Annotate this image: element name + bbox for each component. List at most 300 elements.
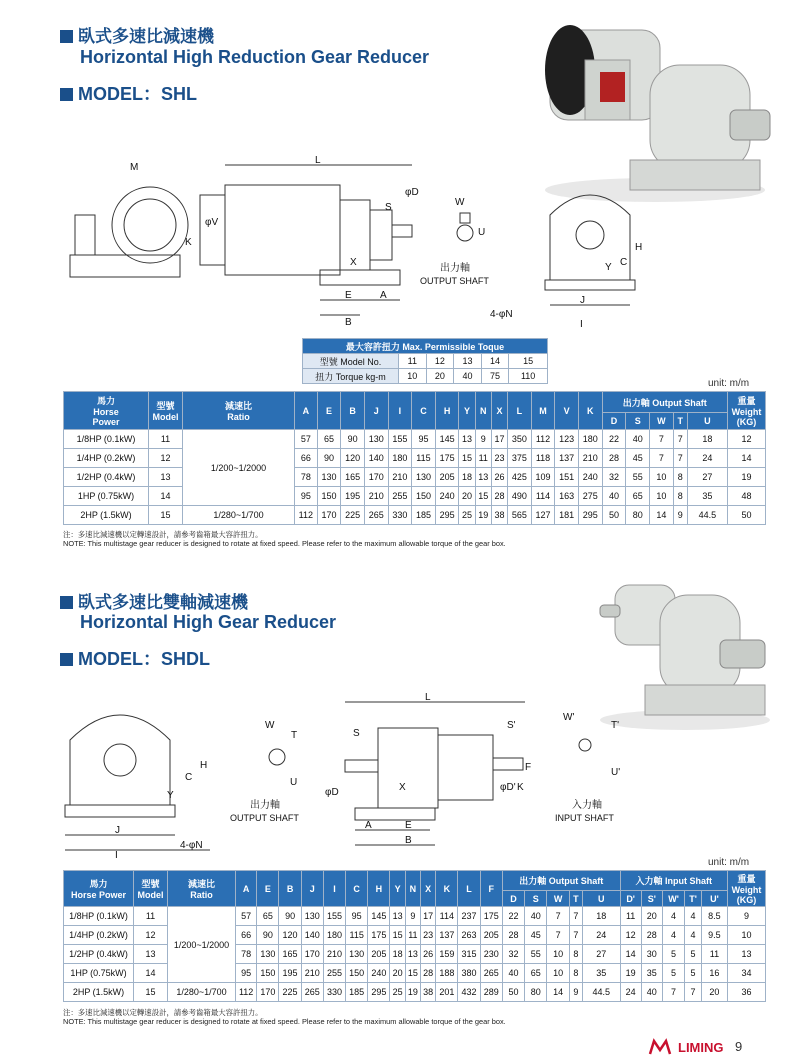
input-shaft-header: 入力軸 Input Shaft bbox=[620, 871, 727, 891]
shaft-dim-header: U bbox=[687, 413, 727, 430]
dim-header: X bbox=[420, 871, 435, 907]
shaft-dim-header: T' bbox=[685, 891, 702, 907]
shdl-note-en: NOTE: This multistage gear reducer is designed to rotate at fixed speed. Please refer to the maximum allowable torque of the gear box. bbox=[63, 1017, 506, 1026]
value-cell: 32 bbox=[502, 945, 524, 964]
value-cell: 289 bbox=[480, 983, 502, 1002]
value-cell: 38 bbox=[420, 983, 435, 1002]
value-cell: 27 bbox=[582, 945, 620, 964]
value-cell: 36 bbox=[728, 983, 766, 1002]
value-cell: 265 bbox=[301, 983, 323, 1002]
value-cell: 210 bbox=[388, 468, 412, 487]
svg-text:B: B bbox=[345, 317, 352, 328]
dim-header: L bbox=[458, 871, 480, 907]
value-cell: 195 bbox=[341, 487, 365, 506]
value-cell: 330 bbox=[388, 506, 412, 525]
value-cell: 170 bbox=[301, 945, 323, 964]
value-cell: 295 bbox=[435, 506, 459, 525]
value-cell: 57 bbox=[295, 430, 318, 449]
svg-text:X: X bbox=[399, 782, 406, 793]
value-cell: 210 bbox=[364, 487, 388, 506]
svg-text:φV: φV bbox=[205, 217, 219, 228]
torque-model: 12 bbox=[426, 354, 454, 369]
value-cell: 14 bbox=[728, 449, 766, 468]
value-cell: 57 bbox=[236, 907, 257, 926]
value-cell: 9 bbox=[405, 907, 420, 926]
value-cell: 185 bbox=[412, 506, 436, 525]
shaft-dim-header: W bbox=[547, 891, 569, 907]
table-row bbox=[64, 983, 766, 1002]
value-cell: 10 bbox=[650, 468, 674, 487]
value-cell: 65 bbox=[525, 964, 547, 983]
hp-cell: 1/8HP (0.1kW) bbox=[64, 430, 149, 449]
value-cell: 27 bbox=[687, 468, 727, 487]
value-cell: 163 bbox=[555, 487, 579, 506]
value-cell: 150 bbox=[317, 487, 341, 506]
value-cell: 205 bbox=[480, 926, 502, 945]
value-cell: 11 bbox=[620, 907, 641, 926]
svg-text:φD: φD bbox=[405, 187, 419, 198]
value-cell: 95 bbox=[412, 430, 436, 449]
shdl-note-cn: 注：多速比減速機以定轉速設計，請參考齒箱最大容許扭力。 bbox=[63, 1008, 263, 1017]
model-cell: 14 bbox=[134, 964, 168, 983]
dim-header: V bbox=[555, 392, 579, 430]
model-cell: 14 bbox=[149, 487, 183, 506]
svg-text:J: J bbox=[580, 295, 585, 306]
value-cell: 180 bbox=[578, 430, 602, 449]
value-cell: 175 bbox=[480, 907, 502, 926]
shl-note-cn: 注：多速比減速機以定轉速設計，請參考齒箱最大容許扭力。 bbox=[63, 530, 263, 539]
value-cell: 44.5 bbox=[582, 983, 620, 1002]
svg-text:H: H bbox=[200, 760, 208, 771]
value-cell: 315 bbox=[458, 945, 480, 964]
output-shaft-header: 出力軸 Output Shaft bbox=[602, 392, 727, 413]
value-cell: 188 bbox=[436, 964, 458, 983]
value-cell: 195 bbox=[279, 964, 301, 983]
value-cell: 45 bbox=[626, 449, 650, 468]
value-cell: 112 bbox=[531, 430, 555, 449]
svg-text:U': U' bbox=[611, 767, 621, 778]
model-cell: 15 bbox=[149, 506, 183, 525]
value-cell: 50 bbox=[502, 983, 524, 1002]
dim-header: M bbox=[531, 392, 555, 430]
value-cell: 150 bbox=[346, 964, 368, 983]
hp-header: 馬力 Horse Power bbox=[64, 392, 149, 430]
value-cell: 23 bbox=[420, 926, 435, 945]
value-cell: 25 bbox=[459, 506, 475, 525]
value-cell: 38 bbox=[491, 506, 507, 525]
svg-text:A: A bbox=[365, 820, 372, 831]
value-cell: 170 bbox=[317, 506, 341, 525]
value-cell: 50 bbox=[602, 506, 626, 525]
dim-header: K bbox=[578, 392, 602, 430]
value-cell: 28 bbox=[491, 487, 507, 506]
model-cell: 11 bbox=[149, 430, 183, 449]
value-cell: 28 bbox=[641, 926, 662, 945]
dim-header: C bbox=[346, 871, 368, 907]
value-cell: 12 bbox=[620, 926, 641, 945]
value-cell: 4 bbox=[685, 926, 702, 945]
value-cell: 24 bbox=[687, 449, 727, 468]
shl-dimension-drawing bbox=[50, 155, 643, 335]
value-cell: 34 bbox=[728, 964, 766, 983]
value-cell: 7 bbox=[650, 449, 674, 468]
shdl-dimension-drawing bbox=[55, 690, 645, 860]
value-cell: 330 bbox=[323, 983, 345, 1002]
weight-header: 重量 Weight (KG) bbox=[728, 392, 766, 430]
value-cell: 185 bbox=[346, 983, 368, 1002]
value-cell: 23 bbox=[491, 449, 507, 468]
value-cell: 205 bbox=[435, 468, 459, 487]
svg-text:L: L bbox=[425, 692, 431, 703]
svg-text:F: F bbox=[525, 762, 532, 773]
svg-text:C: C bbox=[185, 772, 193, 783]
svg-text:W: W bbox=[265, 720, 275, 731]
shaft-dim-header: U bbox=[582, 891, 620, 907]
model-cell: 12 bbox=[149, 449, 183, 468]
dim-header: Y bbox=[390, 871, 405, 907]
value-cell: 35 bbox=[687, 487, 727, 506]
table-row bbox=[64, 449, 766, 468]
torque-model-label: 型號 Model No. bbox=[303, 354, 399, 369]
value-cell: 19 bbox=[405, 983, 420, 1002]
dim-header: H bbox=[368, 871, 390, 907]
svg-text:S: S bbox=[353, 728, 360, 739]
torque-value: 20 bbox=[426, 369, 454, 384]
shaft-dim-header: S' bbox=[641, 891, 662, 907]
svg-text:T': T' bbox=[611, 720, 620, 731]
dim-header: K bbox=[436, 871, 458, 907]
shaft-dim-header: W' bbox=[662, 891, 684, 907]
model-header: 型號 Model bbox=[149, 392, 183, 430]
shdl-input-shaft-en: INPUT SHAFT bbox=[555, 813, 614, 823]
shaft-dim-header: D bbox=[502, 891, 524, 907]
value-cell: 201 bbox=[436, 983, 458, 1002]
value-cell: 120 bbox=[341, 449, 365, 468]
value-cell: 7 bbox=[685, 983, 702, 1002]
value-cell: 165 bbox=[341, 468, 365, 487]
value-cell: 90 bbox=[317, 449, 341, 468]
value-cell: 8 bbox=[569, 964, 582, 983]
value-cell: 109 bbox=[531, 468, 555, 487]
value-cell: 9 bbox=[569, 983, 582, 1002]
value-cell: 210 bbox=[578, 449, 602, 468]
value-cell: 15 bbox=[405, 964, 420, 983]
value-cell: 225 bbox=[279, 983, 301, 1002]
value-cell: 95 bbox=[236, 964, 257, 983]
hp-cell: 2HP (1.5kW) bbox=[64, 983, 134, 1002]
value-cell: 7 bbox=[662, 983, 684, 1002]
svg-text:S: S bbox=[385, 202, 392, 213]
value-cell: 380 bbox=[458, 964, 480, 983]
table-row bbox=[64, 468, 766, 487]
dim-header: J bbox=[301, 871, 323, 907]
shdl-table-body bbox=[64, 907, 766, 1002]
value-cell: 255 bbox=[388, 487, 412, 506]
value-cell: 9 bbox=[673, 506, 687, 525]
value-cell: 237 bbox=[458, 907, 480, 926]
torque-title: 最大容許扭力 Max. Permissible Toque bbox=[303, 339, 548, 354]
dim-header: C bbox=[412, 392, 436, 430]
value-cell: 180 bbox=[388, 449, 412, 468]
value-cell: 565 bbox=[508, 506, 532, 525]
dim-header: J bbox=[364, 392, 388, 430]
value-cell: 120 bbox=[279, 926, 301, 945]
value-cell: 7 bbox=[650, 430, 674, 449]
value-cell: 130 bbox=[412, 468, 436, 487]
svg-text:U: U bbox=[478, 227, 486, 238]
shdl-unit: unit: m/m bbox=[708, 857, 750, 868]
value-cell: 11 bbox=[475, 449, 491, 468]
value-cell: 425 bbox=[508, 468, 532, 487]
value-cell: 13 bbox=[459, 430, 475, 449]
value-cell: 112 bbox=[295, 506, 318, 525]
svg-text:φD': φD' bbox=[500, 782, 516, 793]
table-row bbox=[64, 487, 766, 506]
shl-title-cn: 臥式多速比減速機 bbox=[60, 22, 214, 47]
value-cell: 130 bbox=[317, 468, 341, 487]
value-cell: 145 bbox=[368, 907, 390, 926]
shl-model: MODEL：SHL bbox=[60, 80, 197, 106]
value-cell: 20 bbox=[459, 487, 475, 506]
dim-header: E bbox=[317, 392, 341, 430]
value-cell: 115 bbox=[412, 449, 436, 468]
value-cell: 240 bbox=[578, 468, 602, 487]
svg-text:S': S' bbox=[507, 720, 516, 731]
value-cell: 265 bbox=[480, 964, 502, 983]
value-cell: 170 bbox=[257, 983, 279, 1002]
value-cell: 130 bbox=[346, 945, 368, 964]
value-cell: 8.5 bbox=[701, 907, 727, 926]
value-cell: 66 bbox=[295, 449, 318, 468]
svg-text:Y: Y bbox=[605, 262, 612, 273]
value-cell: 13 bbox=[405, 945, 420, 964]
dim-header: E bbox=[257, 871, 279, 907]
value-cell: 115 bbox=[346, 926, 368, 945]
value-cell: 17 bbox=[491, 430, 507, 449]
value-cell: 90 bbox=[279, 907, 301, 926]
ratio-header: 減速比 Ratio bbox=[183, 392, 295, 430]
value-cell: 140 bbox=[301, 926, 323, 945]
value-cell: 265 bbox=[364, 506, 388, 525]
value-cell: 50 bbox=[728, 506, 766, 525]
value-cell: 90 bbox=[257, 926, 279, 945]
svg-text:K: K bbox=[517, 782, 524, 793]
value-cell: 78 bbox=[236, 945, 257, 964]
value-cell: 9 bbox=[475, 430, 491, 449]
value-cell: 130 bbox=[364, 430, 388, 449]
value-cell: 55 bbox=[525, 945, 547, 964]
value-cell: 7 bbox=[569, 907, 582, 926]
svg-text:φD: φD bbox=[325, 787, 339, 798]
value-cell: 240 bbox=[368, 964, 390, 983]
value-cell: 20 bbox=[390, 964, 405, 983]
value-cell: 155 bbox=[323, 907, 345, 926]
value-cell: 15 bbox=[475, 487, 491, 506]
model-cell: 15 bbox=[134, 983, 168, 1002]
page-number: 9 bbox=[735, 1039, 743, 1054]
value-cell: 180 bbox=[323, 926, 345, 945]
value-cell: 48 bbox=[728, 487, 766, 506]
svg-text:E: E bbox=[405, 820, 412, 831]
value-cell: 13 bbox=[728, 945, 766, 964]
value-cell: 45 bbox=[525, 926, 547, 945]
value-cell: 80 bbox=[626, 506, 650, 525]
value-cell: 30 bbox=[641, 945, 662, 964]
value-cell: 28 bbox=[602, 449, 626, 468]
value-cell: 22 bbox=[502, 907, 524, 926]
value-cell: 13 bbox=[390, 907, 405, 926]
ratio-cell: 1/200~1/2000 bbox=[183, 430, 295, 506]
torque-value: 110 bbox=[509, 369, 548, 384]
value-cell: 11 bbox=[701, 945, 727, 964]
hp-cell: 1/2HP (0.4kW) bbox=[64, 945, 134, 964]
dim-header: Y bbox=[459, 392, 475, 430]
value-cell: 295 bbox=[368, 983, 390, 1002]
value-cell: 11 bbox=[405, 926, 420, 945]
svg-text:T: T bbox=[291, 730, 298, 741]
value-cell: 7 bbox=[673, 449, 687, 468]
value-cell: 26 bbox=[420, 945, 435, 964]
value-cell: 175 bbox=[368, 926, 390, 945]
value-cell: 4 bbox=[685, 907, 702, 926]
hp-cell: 1/4HP (0.2kW) bbox=[64, 926, 134, 945]
svg-text:M: M bbox=[130, 162, 139, 173]
value-cell: 137 bbox=[436, 926, 458, 945]
value-cell: 145 bbox=[435, 430, 459, 449]
value-cell: 210 bbox=[301, 964, 323, 983]
value-cell: 181 bbox=[555, 506, 579, 525]
value-cell: 5 bbox=[662, 945, 684, 964]
svg-text:Y: Y bbox=[167, 790, 174, 801]
liming-logo-icon bbox=[648, 1038, 672, 1056]
hp-cell: 1/2HP (0.4kW) bbox=[64, 468, 149, 487]
torque-model: 15 bbox=[509, 354, 548, 369]
value-cell: 5 bbox=[685, 964, 702, 983]
value-cell: 40 bbox=[525, 907, 547, 926]
value-cell: 137 bbox=[555, 449, 579, 468]
value-cell: 40 bbox=[641, 983, 662, 1002]
value-cell: 26 bbox=[491, 468, 507, 487]
value-cell: 7 bbox=[569, 926, 582, 945]
svg-text:W': W' bbox=[563, 712, 575, 723]
dim-header: N bbox=[475, 392, 491, 430]
shl-spec-table bbox=[63, 391, 766, 525]
value-cell: 165 bbox=[279, 945, 301, 964]
value-cell: 66 bbox=[236, 926, 257, 945]
shl-table-body bbox=[64, 430, 766, 525]
dim-header: A bbox=[236, 871, 257, 907]
value-cell: 4 bbox=[662, 926, 684, 945]
torque-model: 14 bbox=[481, 354, 509, 369]
value-cell: 8 bbox=[673, 468, 687, 487]
shdl-output-shaft-cn: 出力軸 bbox=[250, 800, 280, 811]
value-cell: 24 bbox=[582, 926, 620, 945]
svg-text:H: H bbox=[635, 242, 643, 253]
svg-text:A: A bbox=[380, 290, 387, 301]
value-cell: 175 bbox=[435, 449, 459, 468]
value-cell: 65 bbox=[257, 907, 279, 926]
svg-text:C: C bbox=[620, 257, 628, 268]
value-cell: 65 bbox=[626, 487, 650, 506]
value-cell: 159 bbox=[436, 945, 458, 964]
value-cell: 255 bbox=[323, 964, 345, 983]
shl-output-shaft-cn: 出力軸 bbox=[440, 263, 470, 274]
torque-model: 13 bbox=[454, 354, 482, 369]
dim-header: B bbox=[341, 392, 365, 430]
value-cell: 230 bbox=[480, 945, 502, 964]
value-cell: 205 bbox=[368, 945, 390, 964]
value-cell: 7 bbox=[547, 907, 569, 926]
svg-text:U: U bbox=[290, 777, 298, 788]
torque-model: 11 bbox=[399, 354, 427, 369]
footer-brand bbox=[648, 1038, 724, 1056]
value-cell: 35 bbox=[641, 964, 662, 983]
value-cell: 225 bbox=[341, 506, 365, 525]
dim-header: X bbox=[491, 392, 507, 430]
value-cell: 114 bbox=[531, 487, 555, 506]
shdl-title-en: Horizontal High Gear Reducer bbox=[80, 612, 337, 632]
shaft-dim-header: W bbox=[650, 413, 674, 430]
value-cell: 295 bbox=[578, 506, 602, 525]
value-cell: 118 bbox=[531, 449, 555, 468]
shdl-spec-table bbox=[63, 870, 766, 1002]
value-cell: 17 bbox=[420, 907, 435, 926]
value-cell: 151 bbox=[555, 468, 579, 487]
value-cell: 25 bbox=[390, 983, 405, 1002]
shl-unit: unit: m/m bbox=[708, 378, 750, 389]
hp-cell: 1/8HP (0.1kW) bbox=[64, 907, 134, 926]
value-cell: 18 bbox=[390, 945, 405, 964]
value-cell: 20 bbox=[701, 983, 727, 1002]
value-cell: 15 bbox=[459, 449, 475, 468]
ratio-header: 減速比 Ratio bbox=[168, 871, 236, 907]
value-cell: 10 bbox=[547, 945, 569, 964]
torque-value: 75 bbox=[481, 369, 509, 384]
dim-header: I bbox=[323, 871, 345, 907]
shl-hole-label: 4-φN bbox=[490, 309, 513, 320]
hp-header: 馬力 Horse Power bbox=[64, 871, 134, 907]
dim-header: H bbox=[435, 392, 459, 430]
value-cell: 210 bbox=[323, 945, 345, 964]
hp-cell: 1HP (0.75kW) bbox=[64, 487, 149, 506]
value-cell: 5 bbox=[662, 964, 684, 983]
value-cell: 140 bbox=[364, 449, 388, 468]
hp-cell: 1HP (0.75kW) bbox=[64, 964, 134, 983]
shaft-dim-header: S bbox=[626, 413, 650, 430]
value-cell: 170 bbox=[364, 468, 388, 487]
shaft-dim-header: D bbox=[602, 413, 626, 430]
value-cell: 7 bbox=[673, 430, 687, 449]
shdl-title-cn: 臥式多速比雙軸減速機 bbox=[60, 588, 248, 613]
value-cell: 18 bbox=[687, 430, 727, 449]
value-cell: 90 bbox=[341, 430, 365, 449]
output-shaft-header: 出力軸 Output Shaft bbox=[502, 871, 620, 891]
model-cell: 12 bbox=[134, 926, 168, 945]
value-cell: 44.5 bbox=[687, 506, 727, 525]
value-cell: 4 bbox=[662, 907, 684, 926]
value-cell: 350 bbox=[508, 430, 532, 449]
value-cell: 28 bbox=[420, 964, 435, 983]
model-cell: 13 bbox=[149, 468, 183, 487]
value-cell: 130 bbox=[257, 945, 279, 964]
value-cell: 18 bbox=[582, 907, 620, 926]
value-cell: 10 bbox=[650, 487, 674, 506]
shaft-dim-header: T bbox=[569, 891, 582, 907]
value-cell: 65 bbox=[317, 430, 341, 449]
value-cell: 8 bbox=[569, 945, 582, 964]
value-cell: 19 bbox=[728, 468, 766, 487]
shaft-dim-header: T bbox=[673, 413, 687, 430]
